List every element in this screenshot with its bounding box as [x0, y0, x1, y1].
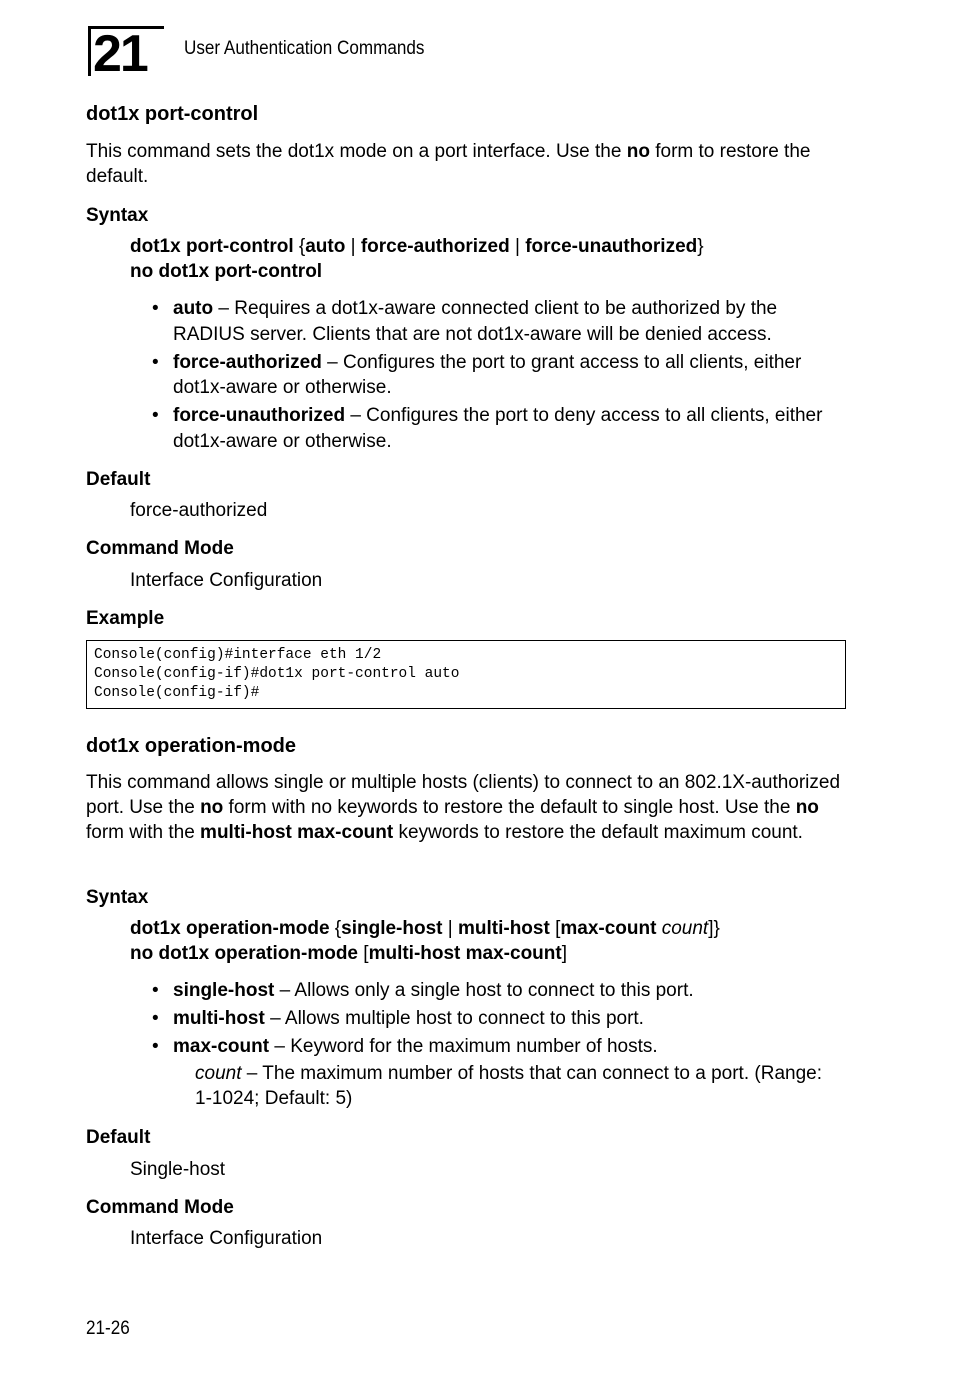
- syntax-line-no: [130, 941, 567, 966]
- syntax-command: dot1x operation-mode: [130, 918, 330, 939]
- intro-keyword: no: [795, 797, 819, 818]
- syntax-command: no dot1x operation-mode: [130, 943, 358, 964]
- section-title-operation-mode: dot1x operation-mode: [86, 735, 297, 757]
- syntax-option: auto: [305, 236, 346, 257]
- syntax-option: multi-host max-count: [368, 943, 562, 964]
- syntax-option: multi-host: [457, 918, 550, 939]
- syntax-option: force-authorized: [360, 236, 510, 257]
- syntax-punct: |: [345, 236, 361, 257]
- intro-text: form with no keywords to restore the default to single host. Use the: [223, 797, 796, 818]
- intro-text: This command allows single or multiple hosts (clients) to connect to an 802.1X-authorized port. Use the: [86, 772, 841, 818]
- command-mode-heading: Command Mode: [86, 538, 234, 559]
- syntax-punct: {: [293, 236, 306, 257]
- syntax-option: max-count: [560, 918, 657, 939]
- code-line: Console(config)#interface eth 1/2: [94, 647, 382, 663]
- syntax-option: single-host: [341, 918, 443, 939]
- code-example: [86, 640, 846, 709]
- syntax-punct: ]: [561, 943, 568, 964]
- list-item: [152, 296, 842, 347]
- list-item: [152, 350, 842, 401]
- default-heading: Default: [86, 1127, 151, 1148]
- command-mode-heading: Command Mode: [86, 1197, 234, 1218]
- intro-keyword: no: [200, 797, 224, 818]
- intro-keyword: multi-host max-count: [200, 822, 394, 843]
- param-desc: – The maximum number of hosts that can connect to a port. (Range: 1-1024; Default: 5): [195, 1063, 822, 1109]
- param-desc: – Allows multiple host to connect to this port.: [264, 1008, 644, 1029]
- syntax-punct: [: [549, 918, 561, 939]
- param-desc: – Configures the port to grant access to all clients, either dot1x-aware or otherwise.: [173, 351, 802, 398]
- command-mode-value: Interface Configuration: [130, 570, 323, 591]
- chapter-title: User Authentication Commands: [184, 38, 425, 59]
- param-term: single-host: [173, 980, 275, 1001]
- syntax-heading: Syntax: [86, 887, 149, 908]
- syntax-punct: [: [358, 943, 369, 964]
- code-line: Console(config-if)#dot1x port-control auto: [94, 666, 460, 682]
- syntax-argument: count: [661, 918, 709, 939]
- syntax-line-no: [130, 259, 322, 284]
- code-line: Console(config-if)#: [94, 685, 260, 701]
- param-desc: – Configures the port to deny access to all clients, either dot1x-aware or otherwise.: [173, 405, 823, 452]
- chapter-number: 21: [88, 26, 164, 76]
- syntax-punct: |: [442, 918, 458, 939]
- param-term: multi-host: [173, 1008, 265, 1029]
- default-value: Single-host: [130, 1159, 226, 1180]
- list-item: [152, 1006, 842, 1032]
- page-number: 21-26: [86, 1318, 130, 1339]
- section-intro: [86, 770, 848, 845]
- syntax-option: force-unauthorized: [525, 236, 698, 257]
- syntax-command: dot1x port-control: [130, 236, 294, 257]
- sub-parameter: [195, 1061, 835, 1111]
- syntax-heading: Syntax: [86, 205, 149, 226]
- intro-text: keywords to restore the default maximum count.: [393, 822, 803, 843]
- section-intro: [86, 139, 846, 189]
- param-desc: – Allows only a single host to connect to this port.: [274, 980, 694, 1001]
- parameter-list: [152, 978, 842, 1062]
- syntax-line: [130, 916, 720, 941]
- param-argument: count: [195, 1063, 242, 1084]
- syntax-punct: ]}: [708, 918, 720, 939]
- parameter-list: [152, 296, 842, 457]
- syntax-punct: |: [509, 236, 526, 257]
- syntax-line: [130, 234, 704, 259]
- default-value: force-authorized: [130, 500, 268, 521]
- list-item: [152, 403, 842, 454]
- example-heading: Example: [86, 608, 165, 629]
- param-term: force-unauthorized: [173, 405, 346, 426]
- intro-text: form with the: [86, 822, 201, 843]
- list-item: [152, 1034, 842, 1060]
- param-desc: – Requires a dot1x-aware connected client to be authorized by the RADIUS server. Clients that are not dot1x-aware will be denied access.: [173, 298, 778, 345]
- command-mode-value: Interface Configuration: [130, 1228, 323, 1249]
- list-item: [152, 978, 842, 1004]
- intro-text: form to restore the default.: [86, 141, 811, 187]
- section-title-port-control: dot1x port-control: [86, 103, 259, 125]
- default-heading: Default: [86, 469, 151, 490]
- param-desc: – Keyword for the maximum number of hosts.: [269, 1036, 658, 1057]
- param-term: force-authorized: [173, 351, 322, 373]
- syntax-command: no dot1x port-control: [130, 261, 323, 282]
- syntax-punct: {: [329, 918, 342, 939]
- param-term: max-count: [173, 1036, 270, 1057]
- param-term: auto: [173, 298, 214, 319]
- intro-text: This command sets the dot1x mode on a port interface. Use the: [86, 141, 627, 162]
- syntax-punct: }: [697, 236, 704, 257]
- intro-keyword: no: [626, 141, 650, 162]
